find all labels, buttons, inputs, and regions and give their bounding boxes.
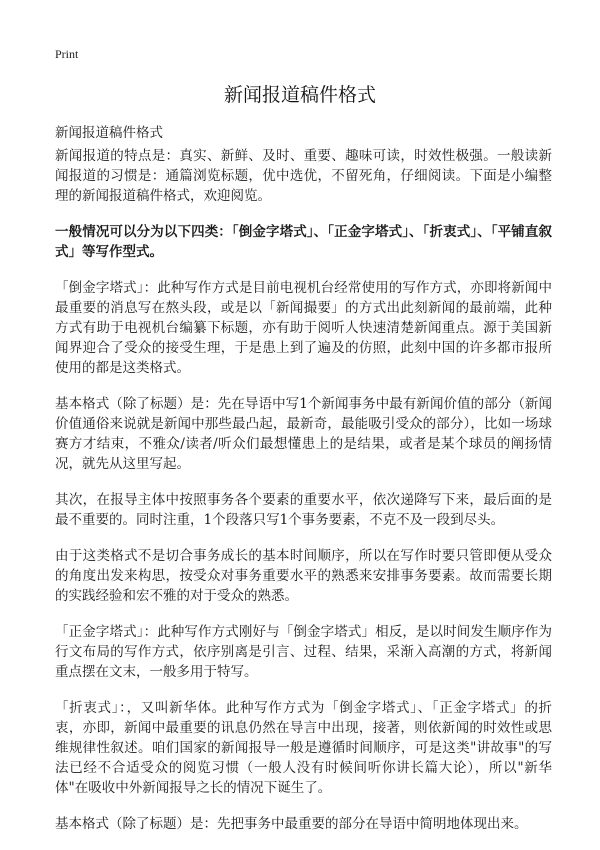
article-body: [55, 146, 552, 850]
paragraph-basic-format-2: 基本格式（除了标题）是：先把事务中最重要的部分在导语中简明地体现出来。: [55, 816, 528, 832]
paragraph-basic-format: 基本格式（除了标题）是：先在导语中写1个新闻事务中最有新闻价值的部分（新闻价值通俗来说就是新闻中那些最凸起，最新奇，最能吸引受众的部分），比如一场球赛方才结束，不雅众/读者/听众们最想懂患上的是结果，或者是某个球员的阐扬情况，就先从这里写起。: [55, 396, 552, 472]
paragraph-inverted-pyramid: 「倒金字塔式」：此种写作方式是目前电视机台经常使用的写作方式，亦即将新闻中最重要的消息写在熬头段，或是以「新闻撮要」的方式出此刻新闻的最前端，此种方式有助于电视机台编纂下标题，亦有助于阅听人快速清楚新闻重点。源于美国新闻界迎合了受众的接受生理，于是患上到了遍及的仿照，此刻中国的许多都市报所使用的都是这类格式。: [55, 280, 552, 376]
paragraph-intro: 新闻报道的特点是：真实、新鲜、及时、重要、趣味可读，时效性极强。一般读新闻报道的习惯是：通篇浏览标题，优中选优，不留死角，仔细阅读。下面是小编整理的新闻报道稿件格式，欢迎阅览。: [55, 148, 552, 204]
print-label[interactable]: Print: [55, 47, 79, 61]
paragraph-pyramid: 「正金字塔式」：此种写作方式刚好与「倒金字塔式」相反，是以时间发生顺序作为行文布局的写作方式，依序别离是引言、过程、结果，采渐入高潮的方式，将新闻重点摆在文末，一般多用于特写。: [55, 624, 552, 680]
page-title: 新闻报道稿件格式: [223, 84, 376, 106]
paragraph-categories: 一般情况可以分为以下四类：「倒金字塔式」、「正金字塔式」、「折衷式」、「平铺直叙式」等写作型式。: [55, 224, 552, 260]
paragraph-body-order: 其次，在报导主体中按照事务各个要素的重要水平，依次递降写下来，最后面的是最不重要的。同时注重，1个段落只写1个事务要素，不克不及一段到尽头。: [55, 492, 552, 528]
article-subtitle: 新闻报道稿件格式: [55, 125, 163, 141]
paragraph-compromise: 「折衷式」：，又叫新华体。此种写作方式为「倒金字塔式」、「正金字塔式」的折衷，亦即，新闻中最重要的讯息仍然在导言中出现，接著，则依新闻的时效性或思维规律性叙述。咱们国家的新闻报导一般是遵循时间顺序，可是这类"讲故事"的写法已经不合适受众的阅览习惯（一般人没有时候间听你讲长篇大论），所以"新华体"在吸收中外新闻报导之长的情况下诞生了。: [55, 700, 552, 796]
paragraph-experience: 由于这类格式不是切合事务成长的基本时间顺序，所以在写作时要只管即便从受众的角度出发来构思，按受众对事务重要水平的熟悉来安排事务要素。故而需要长期的实践经验和宏不雅的对于受众的熟悉。: [55, 548, 552, 604]
